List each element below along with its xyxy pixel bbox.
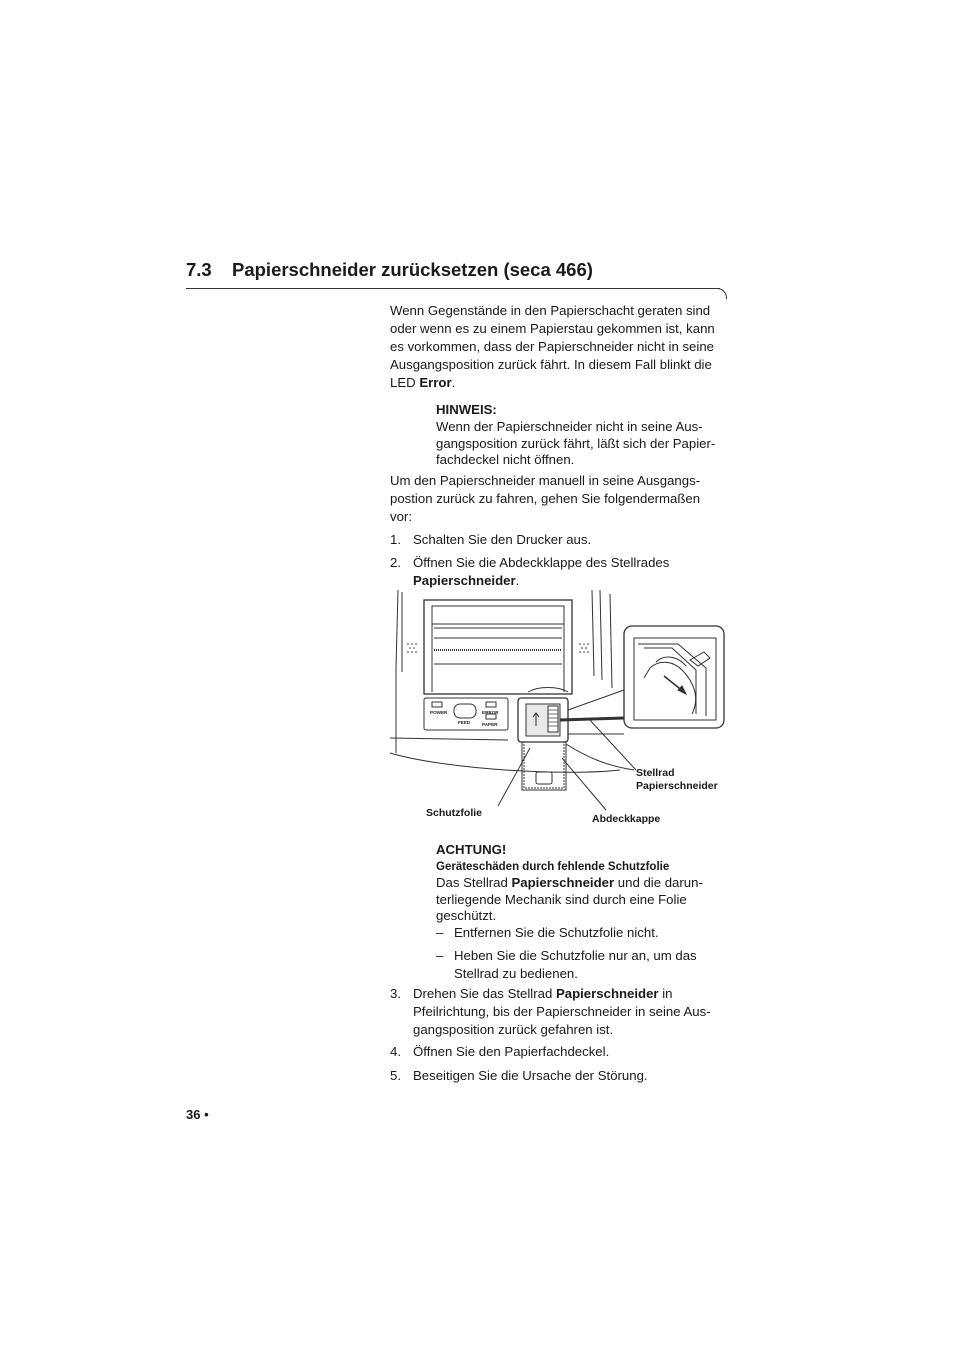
intro-error-led: Error [419, 375, 452, 390]
achtung-title: ACHTUNG! [436, 842, 507, 857]
panel-label-power: POWER [430, 710, 448, 715]
dash-text: Heben Sie die Schutzfolie nur an, um das [454, 948, 697, 963]
step-1 [390, 531, 735, 549]
step-suffix: . [515, 573, 520, 588]
panel-label-error: ERROR [482, 710, 499, 715]
procedure-intro [390, 472, 735, 526]
step-text-part: Drehen Sie das Stellrad [413, 986, 556, 1001]
step-text: Beseitigen Sie die Ursache der Störung. [413, 1068, 648, 1083]
step-text-part: in [658, 986, 673, 1001]
printer-illustration [388, 588, 730, 833]
step-3 [390, 985, 735, 1039]
heading-rule [186, 288, 720, 289]
heading-rule-curl [716, 288, 727, 299]
panel-label-feed: FEED [458, 720, 471, 725]
callout-stellrad-line2: Papierschneider [636, 780, 718, 792]
hinweis-line: gangsposition zurück fährt, läßt sich der Papier- [436, 435, 716, 451]
callout-schutzfolie: Schutzfolie [426, 807, 483, 819]
step-bold: Papierschneider [555, 986, 659, 1001]
intro-line: es vorkommen, dass der Papierschneider nicht in seine [390, 339, 714, 354]
hinweis-title: HINWEIS: [436, 402, 497, 417]
step-number: 2. [390, 555, 401, 570]
intro-paragraph [390, 302, 735, 392]
hinweis-line: fachdeckel nicht öffnen. [436, 452, 575, 467]
section-number: 7.3 [186, 259, 212, 280]
achtung-subtitle: Geräteschäden durch fehlende Schutzfolie [436, 861, 670, 873]
achtung-text: und die darun- [614, 875, 703, 890]
step-number: 1. [390, 532, 401, 547]
callout-stellrad-line1: Stellrad [636, 767, 675, 779]
panel-label-paper: PAPER [482, 722, 498, 727]
intro-line: Wenn Gegenstände in den Papierschacht geraten sind [390, 303, 711, 318]
intro-suffix: . [451, 375, 456, 390]
achtung-bold: Papierschneider [511, 875, 615, 890]
achtung-dash-2 [436, 947, 736, 983]
step-text: Öffnen Sie den Papierfachdeckel. [413, 1044, 610, 1059]
step-number: 4. [390, 1044, 401, 1059]
achtung-line [436, 875, 736, 892]
hinweis-line: Wenn der Papierschneider nicht in seine Aus- [436, 419, 703, 434]
section-title: Papierschneider zurücksetzen (seca 466) [232, 259, 593, 280]
procedure-line: postion zurück zu fahren, gehen Sie folgendermaßen [390, 491, 701, 506]
intro-line [390, 374, 735, 392]
step-5 [390, 1067, 735, 1085]
section-heading [186, 259, 593, 281]
step-4 [390, 1043, 735, 1061]
achtung-line: geschützt. [436, 908, 497, 923]
step-text: gangsposition zurück gefahren ist. [413, 1022, 614, 1037]
achtung-dash-1 [436, 924, 736, 942]
step-text: Pfeilrichtung, bis der Papierschneider in seine Aus- [413, 1004, 711, 1019]
step-2 [390, 554, 735, 590]
dash-text: Entfernen Sie die Schutzfolie nicht. [454, 925, 659, 940]
procedure-line: vor: [390, 509, 412, 524]
step-number: 5. [390, 1068, 401, 1083]
dash-bullet: – [436, 948, 444, 963]
step-number: 3. [390, 986, 401, 1001]
page-number: 36 • [186, 1107, 209, 1122]
achtung-text: Das Stellrad [436, 875, 512, 890]
dash-text: Stellrad zu bedienen. [454, 966, 578, 981]
step-bold: Papierschneider [413, 573, 516, 588]
step-text [413, 985, 735, 1003]
procedure-line: Um den Papierschneider manuell in seine Ausgangs- [390, 473, 701, 488]
intro-led-prefix: LED [390, 375, 420, 390]
achtung-box [436, 841, 736, 925]
hinweis-box [436, 401, 736, 469]
achtung-line: terliegende Mechanik sind durch eine Folie [436, 891, 687, 907]
callout-abdeckkappe: Abdeckkappe [592, 813, 661, 825]
step-text: Schalten Sie den Drucker aus. [413, 532, 592, 547]
intro-line: oder wenn es zu einem Papierstau gekommen ist, kann [390, 321, 715, 336]
intro-line: Ausgangsposition zurück fährt. In diesem Fall blinkt die [390, 357, 712, 372]
dash-bullet: – [436, 925, 444, 940]
callout-stellrad [636, 767, 718, 793]
step-text: Öffnen Sie die Abdeckklappe des Stellrades [413, 555, 670, 570]
